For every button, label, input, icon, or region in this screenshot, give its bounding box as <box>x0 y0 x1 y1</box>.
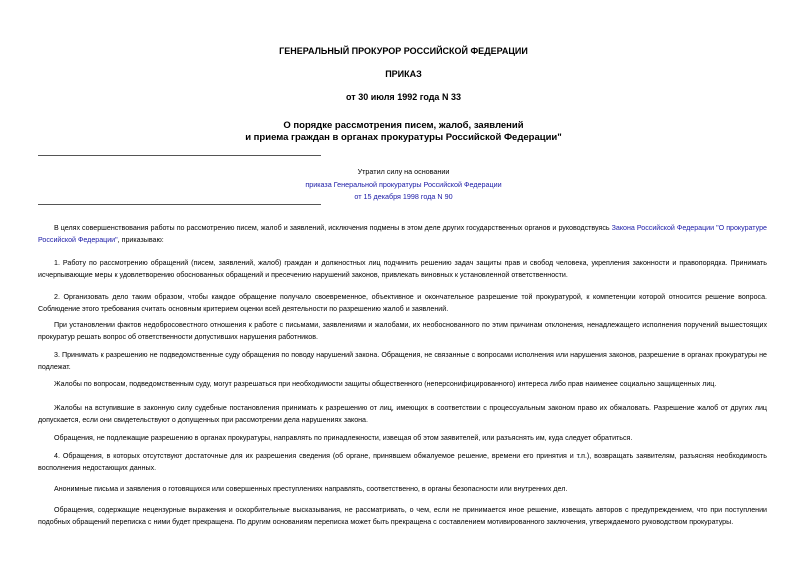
preamble-ending: , приказываю: <box>117 235 164 244</box>
paragraph-3-court: Жалобы по вопросам, подведомственным суду, могут разрешаться при необходимости защиты общественного (неперсонифицированного) интереса либо прав наименее социально защищенных лиц. <box>54 380 717 388</box>
divider-top <box>38 155 321 156</box>
paragraph-2-responsibility: При установлении фактов недобросовестного отношения к работе с письмами, заявлениями и жалобами, их необоснованного по этим причинам отклонения, ненадлежащего исполнения поручений вышестоящих прокуратур решать вопрос об ответственности допустивших нарушения работников. <box>38 321 767 341</box>
paragraph-1: 1. Работу по рассмотрению обращений (писем, заявлений, жалоб) граждан и должностных лиц подчинить решению задач защиты прав и свобод человека, укрепления законности и правопорядка. Принимать исчерпывающие меры к удовлетворению обоснованных обращений и пресечению нарушений законов, привлекать виновных к установленной ответственности. <box>38 259 767 279</box>
lost-force-note: Утратил силу на основании <box>357 167 450 176</box>
paragraph-3-redirect: Обращения, не подлежащие разрешению в органах прокуратуры, направлять по принадлежности, извещая об этом заявителей, или разъяснять им, куда следует обратиться. <box>54 434 633 442</box>
issuing-authority: ГЕНЕРАЛЬНЫЙ ПРОКУРОР РОССИЙСКОЙ ФЕДЕРАЦИИ <box>279 46 528 56</box>
repeal-order-link[interactable]: приказа Генеральной прокуратуры Российской Федерации <box>305 180 502 189</box>
preamble-paragraph <box>38 223 767 247</box>
document-title-line-1: О порядке рассмотрения писем, жалоб, заявлений <box>283 120 524 131</box>
paragraph-2: 2. Организовать дело таким образом, чтобы каждое обращение получало своевременное, объективное и окончательное разрешение той прокуратурой, к компетенции которой относится решение вопроса. Соблюдение этого требования считать основным критерием оценки всей деятельности по разрешению жалоб и заявлений. <box>38 293 767 313</box>
paragraph-4: 4. Обращения, в которых отсутствуют достаточные для их разрешения сведения (об органе, принявшем обжалуемое решение, времени его принятия и т.п.), возвращать заявителям, разъясняя необходимость восполнения недостающих данных. <box>38 452 767 472</box>
document-date-number: от 30 июля 1992 года N 33 <box>346 92 461 102</box>
repeal-order-date-link[interactable]: от 15 декабря 1998 года N 90 <box>354 192 453 201</box>
repeal-order-link-line-2[interactable] <box>0 191 807 203</box>
document-title-line-2: и приема граждан в органах прокуратуры Российской Федерации" <box>245 132 562 143</box>
document-type: ПРИКАЗ <box>385 69 422 79</box>
preamble-text: В целях совершенствования работы по рассмотрению писем, жалоб и заявлений, исключения подмены в этом деле других государственных органов и руководствуясь <box>54 224 612 232</box>
paragraph-3-judgments: Жалобы на вступившие в законную силу судебные постановления принимать к разрешению от лиц, имеющих в соответствии с процессуальным законом право их обжаловать. Разрешение жалоб от других лиц допускается, если они свидетельствуют о допущенных при рассмотрении дела нарушениях закона. <box>38 404 767 424</box>
repeal-order-link-line-1[interactable] <box>0 179 807 191</box>
paragraph-3: 3. Принимать к разрешению не подведомственные суду обращения по поводу нарушений закона. Обращения, не связанные с вопросами исполнения или нарушения законов, разрешение в органах прокуратуры не подлежат. <box>38 351 767 371</box>
paragraph-4-anonymous: Анонимные письма и заявления о готовящихся или совершенных преступлениях направлять, соответственно, в органы безопасности или внутренних дел. <box>54 485 568 493</box>
law-link[interactable]: Закона Российской Федерации "О прокуратуре Российской Федерации" <box>38 224 767 244</box>
paragraph-4-obscene: Обращения, содержащие нецензурные выражения и оскорбительные высказывания, не рассматривать, о чем, если не принимается иное решение, извещать авторов с предупреждением, что при поступлении подобных обращений переписка с ними будет прекращена. По другим основаниям переписка может быть прекращена с составлением мотивированного заключения, утверждаемого руководством прокуратуры. <box>38 506 767 526</box>
divider-bottom <box>38 204 321 205</box>
